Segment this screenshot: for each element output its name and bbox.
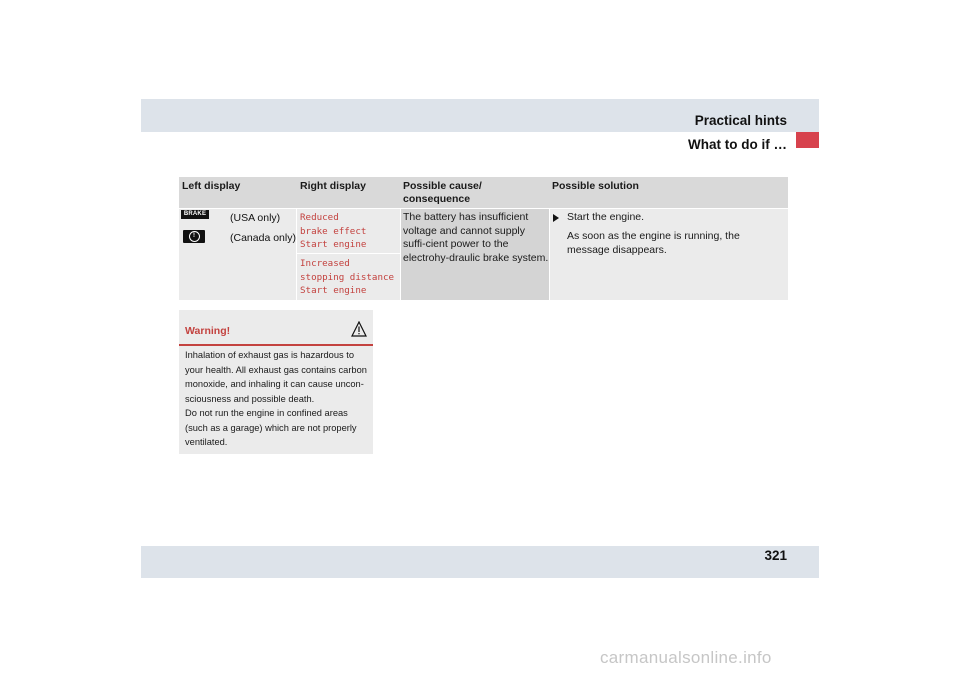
warning-triangle-icon (351, 321, 367, 337)
column-header-cause: Possible cause/ consequence (403, 180, 482, 205)
column-header-right-display: Right display (300, 180, 366, 192)
solution-step: Start the engine. (567, 211, 645, 223)
display-messages-table (179, 177, 788, 300)
warning-paragraph-2: Do not run the engine in confined areas (such as a garage) which are not properly ventilated. (185, 408, 357, 447)
section-title: Practical hints (694, 113, 787, 128)
page-number: 321 (764, 548, 787, 563)
chapter-tab-marker (796, 132, 819, 148)
brake-circle-warning-icon: ! (183, 230, 205, 243)
table-header-row (179, 177, 788, 208)
subsection-title: What to do if … (688, 137, 787, 152)
message-reduced-brake-effect: Reduced brake effect Start engine (300, 212, 367, 250)
message-increased-stopping-distance: Increased stopping distance Start engine (300, 258, 395, 296)
warning-paragraph-1: Inhalation of exhaust gas is hazardous to your health. All exhaust gas contains carbon monoxide, and inhaling it can cause uncon-sciousness and possible death. (185, 350, 367, 404)
cause-text: The battery has insufficient voltage and cannot supply suffi-cient power to the electrohy-draulic brake system. (403, 211, 549, 264)
usa-only-label: (USA only) (230, 212, 281, 224)
footer-band (141, 546, 819, 578)
column-header-solution: Possible solution (552, 180, 639, 192)
warning-box (179, 310, 373, 454)
brake-warning-icon: BRAKE (181, 210, 209, 219)
bullet-arrow-icon (553, 214, 559, 222)
solution-note: As soon as the engine is running, the message disappears. (567, 230, 740, 256)
warning-title: Warning! (185, 325, 231, 337)
warning-divider (179, 344, 373, 346)
column-header-left-display: Left display (182, 180, 241, 192)
watermark-text: carmanualsonline.info (600, 648, 772, 667)
canada-only-label: (Canada only) (230, 232, 296, 244)
